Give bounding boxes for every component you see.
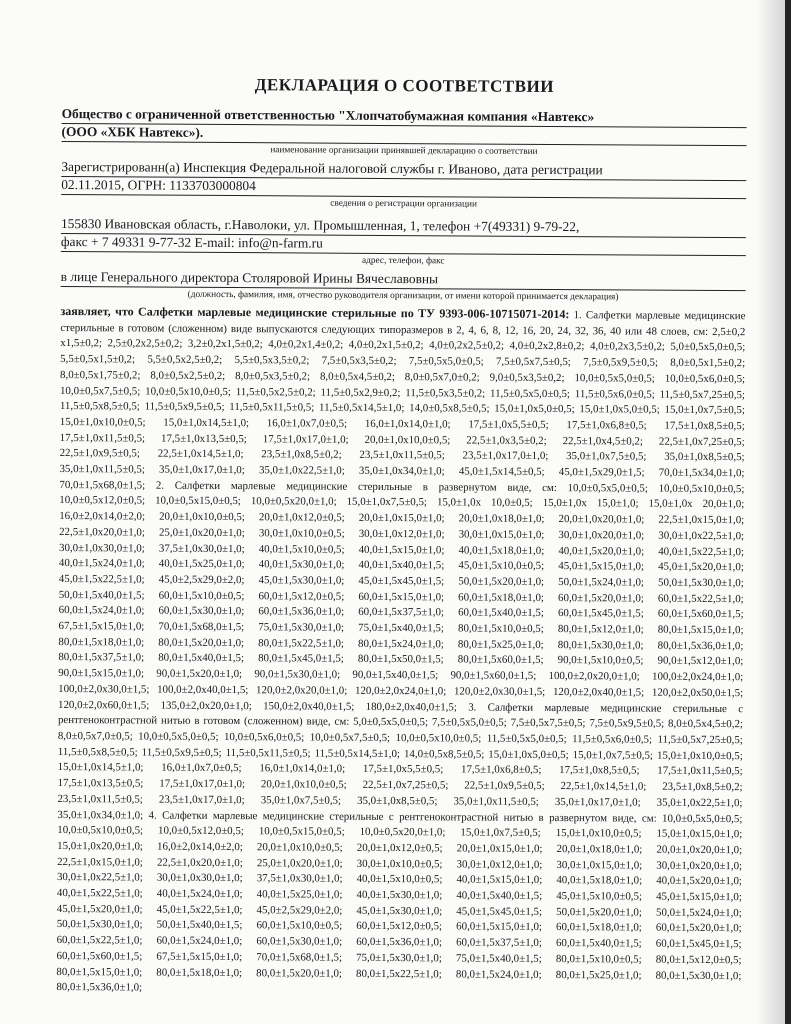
representative-caption: (должность, фамилия, имя, отчество руководителя организации, от имени которой принимается декларация) [187,289,619,303]
organization-name-line-2: (ООО «ХБК Навтекс»). [61,124,746,146]
registration-line-2: 02.11.2015, ОГРН: 1133703000804 [61,177,746,199]
declaration-page [56,60,747,1014]
address-caption: адрес, телефон, факс [361,255,445,267]
scan-edge-border [785,0,791,1024]
address-line-1: 155830 Ивановская область, г.Наволоки, ул. Промышленная, 1, телефон +7(49331) 9-79-22, [61,216,746,238]
registration-caption: сведения о регистрации организации [330,198,477,210]
registration-line-1: Зарегистрированн(а) Инспекция Федеральной налоговой службы г. Иваново, дата регистрации [61,159,746,181]
organization-caption: наименование организации принявшей декларацию о соответствии [270,145,538,157]
representative-line: в лице Генерального директора Столяровой Ирины Вячеславовны [61,269,746,291]
paragraph-sizes: 1. Салфетки марлевые медицинские стерильные в готовом (сложенном) виде выпускаются следующих типоразмеров в 2, 4, 6, 8, 12, 16, 20, 24, 32, 36, 40 или 48 слоев, см: 2,5±0,2 х1,5±0,2; 2,5±0,2х2,5±0,2; 3,2±0,2х1,5±0,2; 4,0±0,2х1,4±0,2; 4,0±0,2х1,5±0,2; 4,0±0,2х2,5±0,2; 4,0±0,2х2,8±0,2; 4,0±0,2х3,5±0,2; 5,0±0,5х5,0±0,5; 5,5±0,5х1,5±0,2; 5,5±0,5х2,5±0,2; 5,5±0,5х3,5±0,2; 7,5±0,5х3,5±0,2; 7,5±0,5х5,0±0,5; 7,5±0,5х7,5±0,5; 7,5±0,5х9,5±0,5; 8,0±0,5х1,5±0,2; 8,0±0,5х1,75±0,2; 8,0±0,5х2,5±0,2; 8,0±0,5х3,5±0,2; 8,0±0,5х4,5±0,2; 8,0±0,5х7,0±0,2; 9,0±0,5х3,5±0,2; 10,0±0,5х5,0±0,5; 10,0±0,5х6,0±0,5; 10,0±0,5х7,5±0,5; 10,0±0,5х10,0±0,5; 11,5±0,5х2,5±0,2; 11,5±0,5х2,9±0,2; 11,5±0,5х3,5±0,2; 11,5±0,5х5,0±0,5; 11,5±0,5х6,0±0,5; 11,5±0,5х7,25±0,5; 11,5±0,5х8,5±0,5; 11,5±0,5х9,5±0,5; 11,5±0,5х11,5±0,5; 11,5±0,5х14,5±1,0; 14,0±0,5х8,5±0,5; 15,0±1,0х5,0±0,5; 15,0±1,0х5,0±0,5; 15,0±1,0х7,5±0,5; 15,0±1,0х10,0±0,5; 15,0±1,0х14,5±1,0; 16,0±1,0х7,0±0,5; 16,0±1,0х14,0±1,0; 17,5±1,0х5,5±0,5; 17,5±1,0х6,8±0,5; 17,5±1,0х8,5±0,5; 17,5±1,0х11,5±0,5; 17,5±1,0х13,5±0,5; 17,5±1,0х17,0±1,0; 20,0±1,0х10,0±0,5; 22,5±1,0х3,5±0,2; 22,5±1,0х4,5±0,2; 22,5±1,0х7,25±0,5; 22,5±1,0х9,5±0,5; 22,5±1,0х14,5±1,0; 23,5±1,0х8,5±0,2; 23,5±1,0х11,5±0,5; 23,5±1,0х17,0±1,0; 35,0±1,0х7,5±0,5; 35,0±1,0х8,5±0,5; 35,0±1,0х11,5±0,5; 35,0±1,0х17,0±1,0; 35,0±1,0х22,5±1,0; 35,0±1,0х34,0±1,0; 45,0±1,5х14,5±0,5; 45,0±1,5х29,0±1,5; 70,0±1,5х34,0±1,0; 70,0±1,5х68,0±1,5; 2. Салфетки марлевые медицинские стерильные в развернутом виде, см: 10,0±0,5х5,0±0,5; 10,0±0,5х10,0±0,5; 10,0±0,5х12,0±0,5; 10,0±0,5х15,0±0,5; 10,0±0,5х20,0±1,0; 15,0±1,0х7,5±0,5; 15,0±1,0х 10,0±0,5; 15,0±1,0х 15,0±1,0; 15,0±1,0х 20,0±1,0; 16,0±2,0х14,0±2,0; 20,0±1,0х10,0±0,5; 20,0±1,0х12,0±0,5; 20,0±1,0х15,0±1,0; 20,0±1,0х18,0±1,0; 20,0±1,0х20,0±1,0; 22,5±1,0х15,0±1,0; 22,5±1,0х20,0±1,0; 25,0±1,0х20,0±1,0; 30,0±1,0х10,0±0,5; 30,0±1,0х12,0±1,0; 30,0±1,0х15,0±1,0; 30,0±1,0х20,0±1,0; 30,0±1,0х22,5±1,0; 30,0±1,0х30,0±1,0; 37,5±1,0х30,0±1,0; 40,0±1,5х10,0±0,5; 40,0±1,5х15,0±1,0; 40,0±1,5х18,0±1,0; 40,0±1,5х20,0±1,0; 40,0±1,5х22,5±1,0; 40,0±1,5х24,0±1,0; 40,0±1,5х25,0±1,0; 40,0±1,5х30,0±1,0; 40,0±1,5х40,0±1,5; 45,0±1,5х10,0±0,5; 45,0±1,5х15,0±1,0; 45,0±1,5х20,0±1,0; 45,0±1,5х22,5±1,0; 45,0±2,5х29,0±2,0; 45,0±1,5х30,0±1,0; 45,0±1,5х45,0±1,5; 50,0±1,5х20,0±1,0; 50,0±1,5х24,0±1,0; 50,0±1,5х30,0±1,0; 50,0±1,5х40,0±1,5; 60,0±1,5х10,0±0,5; 60,0±1,5х12,0±0,5; 60,0±1,5х15,0±1,0; 60,0±1,5х18,0±1,0; 60,0±1,5х20,0±1,0; 60,0±1,5х22,5±1,0; 60,0±1,5х24,0±1,0; 60,0±1,5х30,0±1,0; 60,0±1,5х36,0±1,0; 60,0±1,5х37,5±1,0; 60,0±1,5х40,0±1,5; 60,0±1,5х45,0±1,5; 60,0±1,5х60,0±1,5; 67,5±1,5х15,0±1,0; 70,0±1,5х68,0±1,5; 75,0±1,5х30,0±1,0; 75,0±1,5х40,0±1,5; 80,0±1,5х10,0±0,5; 80,0±1,5х12,0±1,0; 80,0±1,5х15,0±1,0; 80,0±1,5х18,0±1,0; 80,0±1,5х20,0±1,0; 80,0±1,5х22,5±1,0; 80,0±1,5х24,0±1,0; 80,0±1,5х25,0±1,0; 80,0±1,5х30,0±1,0; 80,0±1,5х36,0±1,0; 80,0±1,5х37,5±1,0; 80,0±1,5х40,0±1,5; 80,0±1,5х45,0±1,5; 80,0±1,5х50,0±1,5; 80,0±1,5х60,0±1,5; 90,0±1,5х10,0±0,5; 90,0±1,5х12,0±1,0; 90,0±1,5х15,0±1,0; 90,0±1,5х20,0±1,0; 90,0±1,5х30,0±1,0; 90,0±1,5х40,0±1,5; 90,0±1,5х60,0±1,5; 100,0±2,0х20,0±1,0; 100,0±2,0х24,0±1,0; 100,0±2,0х30,0±1,5; 100,0±2,0х40,0±1,5; 120,0±2,0х20,0±1,0; 120,0±2,0х24,0±1,0; 120,0±2,0х30,0±1,5; 120,0±2,0х40,0±1,5; 120,0±2,0х50,0±1,5; 120,0±2,0х60,0±1,5; 135,0±2,0х20,0±1,0; 150,0±2,0х40,0±1,5; 180,0±2,0х40,0±1,5; 3. Салфетки марлевые медицинские стерильные с рентгеноконтрастной нитью в готовом (сложенном) виде, см: 5,0±0,5х5,0±0,5; 7,5±0,5х5,0±0,5; 7,5±0,5х7,5±0,5; 7,5±0,5х9,5±0,5; 8,0±0,5х4,5±0,2; 8,0±0,5х7,0±0,5; 10,0±0,5х5,0±0,5; 10,0±0,5х6,0±0,5; 10,0±0,5х7,5±0,5; 10,0±0,5х10,0±0,5; 11,5±0,5х5,0±0,5; 11,5±0,5х6,0±0,5; 11,5±0,5х7,25±0,5; 11,5±0,5х8,5±0,5; 11,5±0,5х9,5±0,5; 11,5±0,5х11,5±0,5; 11,5±0,5х14,5±1,0; 14,0±0,5х8,5±0,5; 15,0±1,0х5,0±0,5; 15,0±1,0х7,5±0,5; 15,0±1,0х10,0±0,5; 15,0±1,0х14,5±1,0; 16,0±1,0х7,0±0,5; 16,0±1,0х14,0±1,0; 17,5±1,0х5,5±0,5; 17,5±1,0х6,8±0,5; 17,5±1,0х8,5±0,5; 17,5±1,0х11,5±0,5; 17,5±1,0х13,5±0,5; 17,5±1,0х17,0±1,0; 20,0±1,0х10,0±0,5; 22,5±1,0х7,25±0,5; 22,5±1,0х9,5±0,5; 22,5±1,0х14,5±1,0; 23,5±1,0х8,5±0,2; 23,5±1,0х11,5±0,5; 23,5±1,0х17,0±1,0; 35,0±1,0х7,5±0,5; 35,0±1,0х8,5±0,5; 35,0±1,0х11,5±0,5; 35,0±1,0х17,0±1,0; 35,0±1,0х22,5±1,0; 35,0±1,0х34,0±1,0; 4. Салфетки марлевые медицинские стерильные с рентгеноконтрастной нитью в развернутом виде, см: 10,0±0,5х5,0±0,5; 10,0±0,5х10,0±0,5; 10,0±0,5х12,0±0,5; 10,0±0,5х15,0±0,5; 10,0±0,5х20,0±1,0; 15,0±1,0х7,5±0,5; 15,0±1,0х10,0±0,5; 15,0±1,0х15,0±1,0; 15,0±1,0х20,0±1,0; 16,0±2,0х14,0±2,0; 20,0±1,0х10,0±0,5; 20,0±1,0х12,0±0,5; 20,0±1,0х15,0±1,0; 20,0±1,0х18,0±1,0; 20,0±1,0х20,0±1,0; 22,5±1,0х15,0±1,0; 22,5±1,0х20,0±1,0; 25,0±1,0х20,0±1,0; 30,0±1,0х10,0±0,5; 30,0±1,0х12,0±1,0; 30,0±1,0х15,0±1,0; 30,0±1,0х20,0±1,0; 30,0±1,0х22,5±1,0; 30,0±1,0х30,0±1,0; 37,5±1,0х30,0±1,0; 40,0±1,5х10,0±0,5; 40,0±1,5х15,0±1,0; 40,0±1,5х18,0±1,0; 40,0±1,5х20,0±1,0; 40,0±1,5х22,5±1,0; 40,0±1,5х24,0±1,0; 40,0±1,5х25,0±1,0; 40,0±1,5х30,0±1,0; 40,0±1,5х40,0±1,5; 45,0±1,5х10,0±0,5; 45,0±1,5х15,0±1,0; 45,0±1,5х20,0±1,0; 45,0±1,5х22,5±1,0; 45,0±2,5х29,0±2,0; 45,0±1,5х30,0±1,0; 45,0±1,5х45,0±1,5; 50,0±1,5х20,0±1,0; 50,0±1,5х24,0±1,0; 50,0±1,5х30,0±1,0; 50,0±1,5х40,0±1,5; 60,0±1,5х10,0±0,5; 60,0±1,5х12,0±0,5; 60,0±1,5х15,0±1,0; 60,0±1,5х18,0±1,0; 60,0±1,5х20,0±1,0; 60,0±1,5х22,5±1,0; 60,0±1,5х24,0±1,0; 60,0±1,5х30,0±1,0; 60,0±1,5х36,0±1,0; 60,0±1,5х37,5±1,0; 60,0±1,5х40,0±1,5; 60,0±1,5х45,0±1,5; 60,0±1,5х60,0±1,5; 67,5±1,5х15,0±1,0; 70,0±1,5х68,0±1,5; 75,0±1,5х30,0±1,0; 75,0±1,5х40,0±1,5; 80,0±1,5х10,0±0,5; 80,0±1,5х12,0±0,5; 80,0±1,5х15,0±1,0; 80,0±1,5х18,0±1,0; 80,0±1,5х20,0±1,0; 80,0±1,5х22,5±1,0; 80,0±1,5х24,0±1,0; 80,0±1,5х25,0±1,0; 80,0±1,5х30,0±1,0; 80,0±1,5х36,0±1,0; [56,309,746,994]
statement-lead: заявляет, что Салфетки марлевые медицинские стерильные по ТУ 9393-006-10715071-2014: [60,303,570,322]
organization-name-line-1: Общество с ограниченной ответственностью "Хлопчатобумажная компания «Навтекс» [62,106,747,128]
document-title: ДЕКЛАРАЦИЯ О СООТВЕТСТВИИ [254,75,555,97]
address-line-2: факс + 7 49331 9-77-32 E-mail: info@n-farm.ru [61,234,746,256]
declaration-body [56,304,745,1000]
